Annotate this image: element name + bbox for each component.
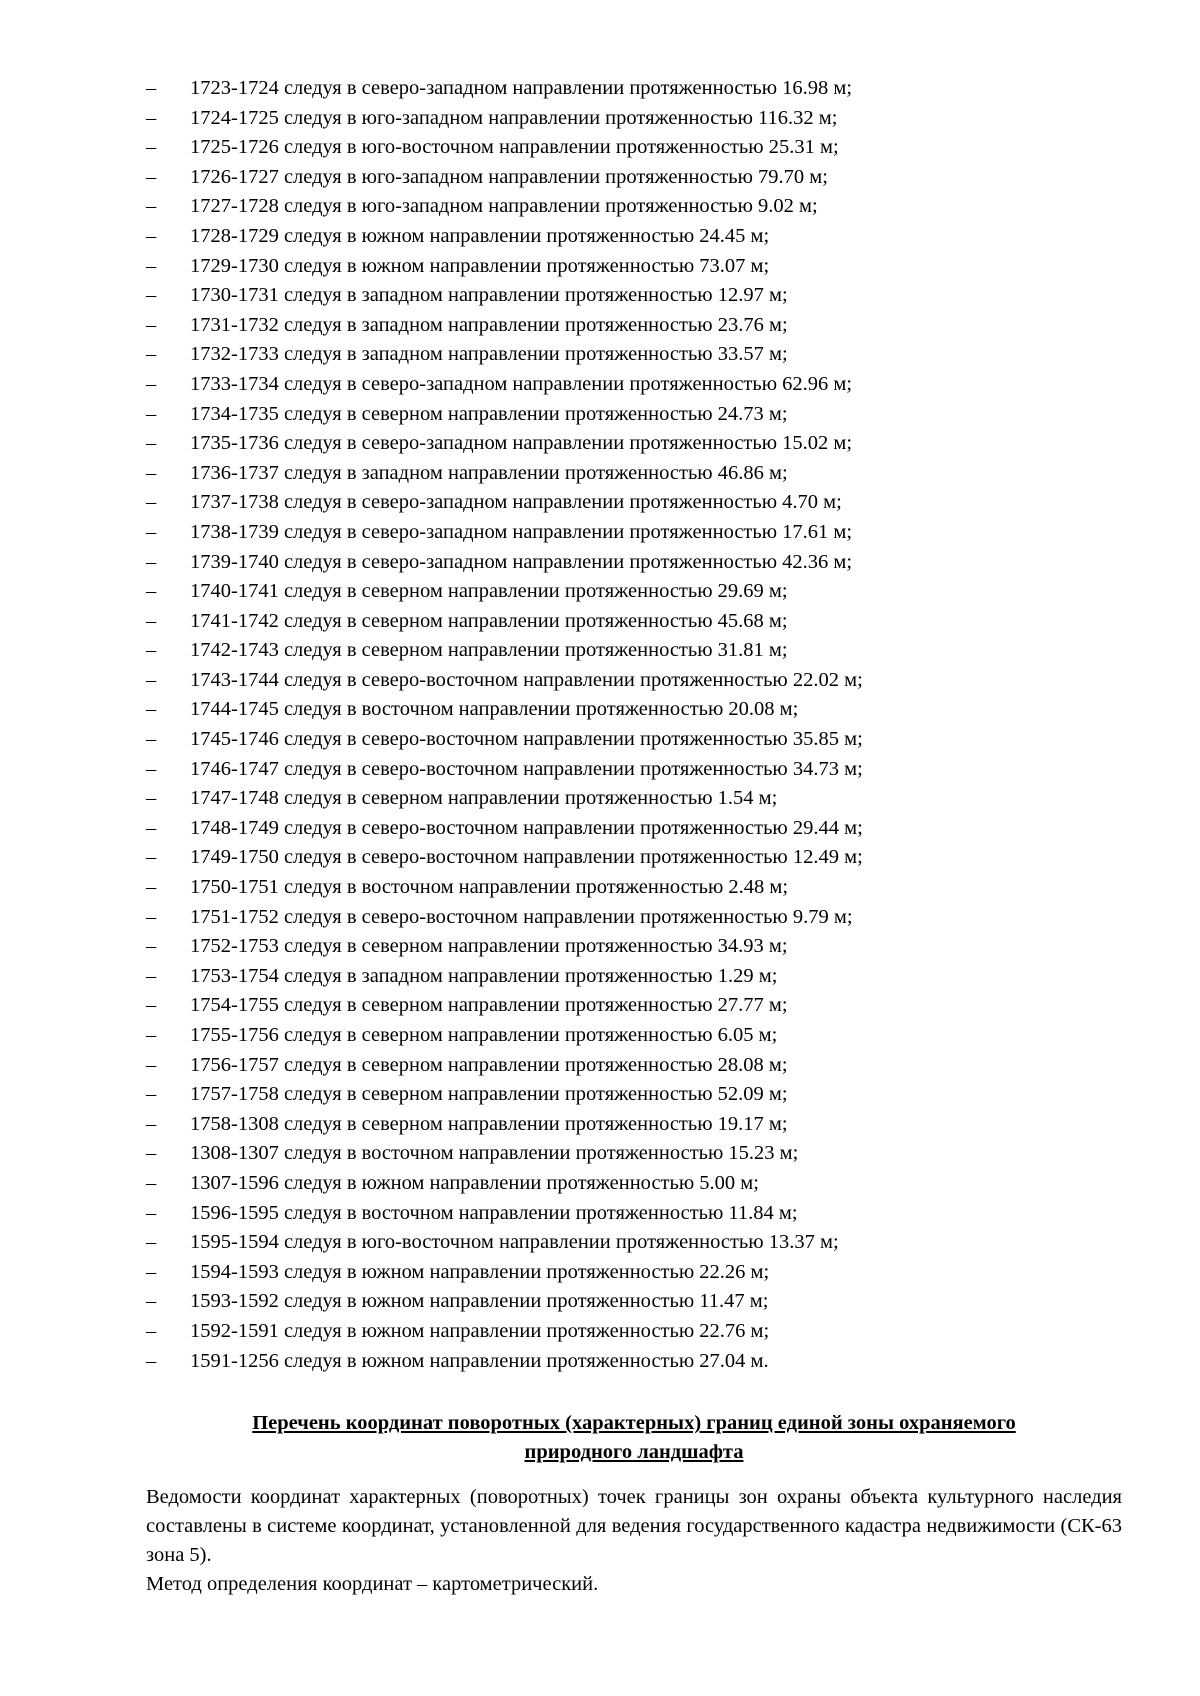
segment-text: 1745-1746 следуя в северо-восточном направлении протяженностью 35.85 м; [190,728,863,751]
segment-text: 1736-1737 следуя в западном направлении протяженностью 46.86 м; [190,461,788,484]
list-item [146,784,1106,814]
segment-text: 1592-1591 следуя в южном направлении протяженностью 22.76 м; [190,1319,770,1342]
segment-text: 1748-1749 следуя в северо-восточном направлении протяженностью 29.44 м; [190,816,863,839]
list-dash: – [146,668,157,691]
list-dash: – [146,846,157,869]
list-dash: – [146,1171,157,1194]
list-item [146,370,1106,400]
list-item [146,488,1106,518]
segment-text: 1591-1256 следуя в южном направлении протяженностью 27.04 м. [190,1349,769,1372]
list-item [146,1021,1106,1051]
segment-text: 1727-1728 следуя в юго-западном направлении протяженностью 9.02 м; [190,195,818,218]
list-dash: – [146,343,157,366]
list-dash: – [146,432,157,455]
list-dash: – [146,165,157,188]
segment-text: 1726-1727 следуя в юго-западном направлении протяженностью 79.70 м; [190,165,828,188]
list-dash: – [146,491,157,514]
list-dash: – [146,1112,157,1135]
segment-text: 1729-1730 следуя в южном направлении протяженностью 73.07 м; [190,254,770,277]
segment-text: 1747-1748 следуя в северном направлении протяженностью 1.54 м; [190,787,778,810]
list-dash: – [146,520,157,543]
list-dash: – [146,1024,157,1046]
list-item [146,1139,1106,1169]
segment-text: 1739-1740 следуя в северо-западном направлении протяженностью 42.36 м; [190,550,853,573]
segment-text: 1733-1734 следуя в северо-западном направлении протяженностью 62.96 м; [190,372,853,395]
list-item [146,1258,1106,1288]
list-item [146,192,1106,222]
list-item [146,459,1106,489]
segment-text: 1728-1729 следуя в южном направлении протяженностью 24.45 м; [190,224,770,247]
list-item [146,577,1106,607]
list-dash: – [146,284,157,307]
list-item [146,1287,1106,1317]
list-dash: – [146,1290,157,1313]
list-dash: – [146,964,157,987]
list-dash: – [146,1349,157,1372]
list-item [146,725,1106,755]
list-dash: – [146,1142,157,1165]
segment-text: 1749-1750 следуя в северо-восточном направлении протяженностью 12.49 м; [190,846,863,869]
segment-text: 1594-1593 следуя в южном направлении протяженностью 22.26 м; [190,1260,770,1283]
segment-text: 1755-1756 следуя в северном направлении протяженностью 6.05 м; [190,1024,778,1046]
segment-text: 1732-1733 следуя в западном направлении протяженностью 33.57 м; [190,343,788,366]
segment-text: 1731-1732 следуя в западном направлении протяженностью 23.76 м; [190,313,788,336]
list-dash: – [146,787,157,810]
segment-text: 1742-1743 следуя в северном направлении протяженностью 31.81 м; [190,639,788,662]
segment-text: 1756-1757 следуя в северном направлении протяженностью 28.08 м; [190,1053,788,1076]
list-item [146,1199,1106,1229]
list-item [146,1228,1106,1258]
list-dash: – [146,1201,157,1224]
list-item [146,429,1106,459]
list-dash: – [146,550,157,573]
list-dash: – [146,195,157,218]
list-item [146,755,1106,785]
list-dash: – [146,1231,157,1254]
list-dash: – [146,580,157,603]
list-item [146,666,1106,696]
segment-text: 1758-1308 следуя в северном направлении протяженностью 19.17 м; [190,1112,788,1135]
list-dash: – [146,77,157,99]
list-dash: – [146,136,157,159]
segment-text: 1750-1751 следуя в восточном направлении протяженностью 2.48 м; [190,876,789,899]
section-title-line-1: Перечень координат поворотных (характерных) границ единой зоны охраняемого [252,1412,1016,1434]
list-item [146,548,1106,578]
segment-text: 1595-1594 следуя в юго-восточном направлении протяженностью 13.37 м; [190,1231,839,1254]
list-item [146,903,1106,933]
list-item [146,281,1106,311]
list-dash: – [146,609,157,632]
segment-text: 1596-1595 следуя в восточном направлении протяженностью 11.84 м; [190,1201,798,1224]
segment-text: 1746-1747 следуя в северо-восточном направлении протяженностью 34.73 м; [190,757,863,780]
coordinate-system-paragraph: Ведомости координат характерных (поворотных) точек границы зон охраны объекта культурного наследия составлены в системе координат, установленной для ведения государственного кадастра недвижимости (СК-63 зона 5). [146,1486,1122,1566]
list-item [146,873,1106,903]
list-item [146,74,1106,104]
list-item [146,636,1106,666]
segment-text: 1744-1745 следуя в восточном направлении протяженностью 20.08 м; [190,698,799,721]
segment-text: 1307-1596 следуя в южном направлении протяженностью 5.00 м; [190,1171,759,1194]
segment-text: 1743-1744 следуя в северо-восточном направлении протяженностью 22.02 м; [190,668,863,691]
list-dash: – [146,728,157,751]
segment-text: 1738-1739 следуя в северо-западном направлении протяженностью 17.61 м; [190,520,853,543]
list-item [146,163,1106,193]
segment-text: 1724-1725 следуя в юго-западном направлении протяженностью 116.32 м; [190,106,838,129]
segment-text: 1735-1736 следуя в северо-западном направлении протяженностью 15.02 м; [190,432,853,455]
list-item [146,311,1106,341]
list-item [146,607,1106,637]
list-item [146,843,1106,873]
segment-text: 1752-1753 следуя в северном направлении протяженностью 34.93 м; [190,935,788,958]
list-dash: – [146,402,157,425]
segment-text: 1730-1731 следуя в западном направлении протяженностью 12.97 м; [190,284,788,307]
list-dash: – [146,935,157,958]
section-title-line-2: природного ландшафта [524,1441,744,1463]
list-item [146,695,1106,725]
list-item [146,962,1106,992]
boundary-segment-list [146,74,1106,1376]
list-dash: – [146,461,157,484]
list-dash: – [146,106,157,129]
list-dash: – [146,639,157,662]
list-dash: – [146,905,157,928]
segment-text: 1754-1755 следуя в северном направлении протяженностью 27.77 м; [190,994,788,1017]
list-item [146,104,1106,134]
list-dash: – [146,224,157,247]
list-dash: – [146,994,157,1017]
list-dash: – [146,372,157,395]
list-item [146,932,1106,962]
list-dash: – [146,757,157,780]
list-item [146,133,1106,163]
list-dash: – [146,1319,157,1342]
list-dash: – [146,254,157,277]
list-item [146,340,1106,370]
list-dash: – [146,698,157,721]
list-item [146,1110,1106,1140]
list-dash: – [146,1053,157,1076]
list-dash: – [146,1083,157,1106]
segment-text: 1725-1726 следуя в юго-восточном направлении протяженностью 25.31 м; [190,136,839,159]
list-item [146,814,1106,844]
list-item [146,1051,1106,1081]
segment-text: 1723-1724 следуя в северо-западном направлении протяженностью 16.98 м; [190,77,853,99]
list-item [146,518,1106,548]
list-dash: – [146,313,157,336]
segment-text: 1740-1741 следуя в северном направлении протяженностью 29.69 м; [190,580,788,603]
segment-text: 1741-1742 следуя в северном направлении протяженностью 45.68 м; [190,609,788,632]
coordinate-method-line: Метод определения координат – картометрический. [146,1573,599,1595]
list-dash: – [146,876,157,899]
segment-text: 1734-1735 следуя в северном направлении протяженностью 24.73 м; [190,402,788,425]
list-item [146,252,1106,282]
list-item [146,1080,1106,1110]
section-title [146,1409,1122,1467]
segment-text: 1593-1592 следуя в южном направлении протяженностью 11.47 м; [190,1290,769,1313]
list-item [146,400,1106,430]
list-item [146,1169,1106,1199]
list-item [146,1347,1106,1377]
segment-text: 1737-1738 следуя в северо-западном направлении протяженностью 4.70 м; [190,491,842,514]
segment-text: 1757-1758 следуя в северном направлении протяженностью 52.09 м; [190,1083,788,1106]
list-item [146,991,1106,1021]
list-item [146,222,1106,252]
segment-text: 1751-1752 следуя в северо-восточном направлении протяженностью 9.79 м; [190,905,853,928]
segment-text: 1753-1754 следуя в западном направлении протяженностью 1.29 м; [190,964,778,987]
segment-text: 1308-1307 следуя в восточном направлении протяженностью 15.23 м; [190,1142,799,1165]
list-dash: – [146,1260,157,1283]
list-item [146,1317,1106,1347]
list-dash: – [146,816,157,839]
